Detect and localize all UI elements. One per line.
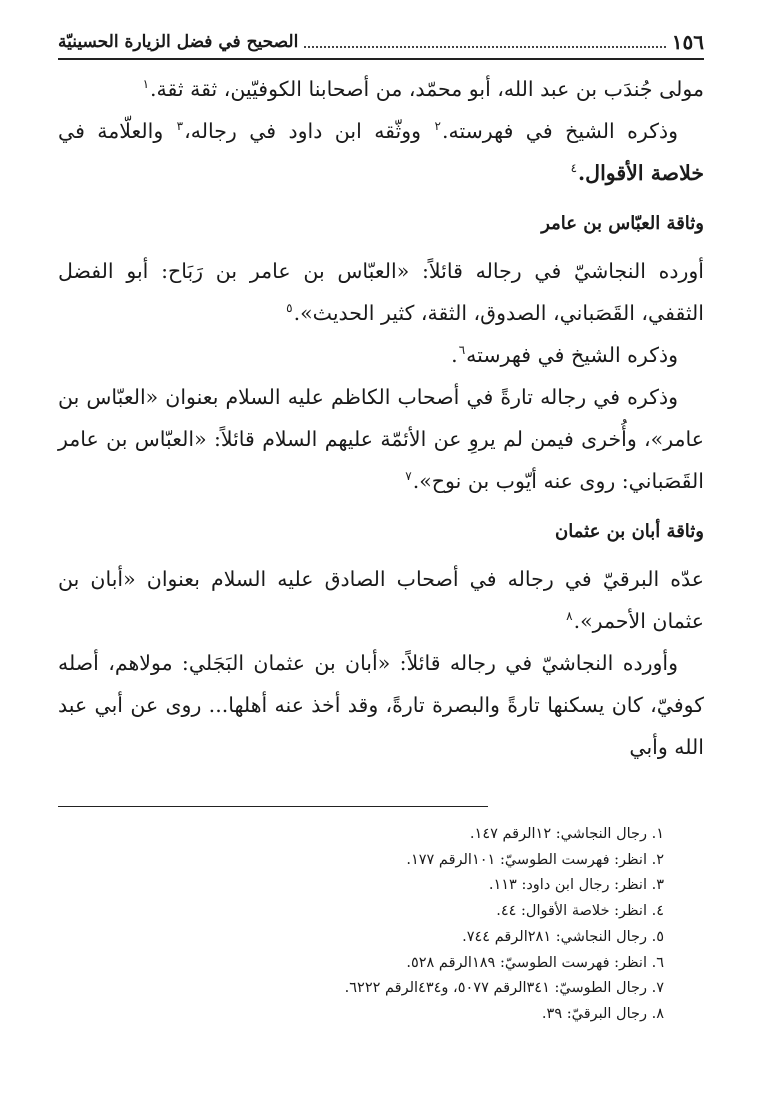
footnotes-list (58, 822, 704, 1028)
main-text (58, 68, 704, 768)
paragraph-1 (58, 68, 704, 110)
footnote-ref-7: ٧ (405, 469, 412, 484)
footnote-ref-1: ١ (142, 77, 150, 92)
footnote-ref-2: ٢ (434, 119, 441, 134)
footnote-1: ١. رجال النجاشي: ١٢الرقم ١٤٧. (469, 826, 664, 842)
paragraph-3 (58, 250, 704, 334)
section-heading-aban: وثاقة أبان بن عثمان (555, 521, 704, 542)
footnote-6: ٦. انظر: فهرست الطوسيّ: ١٨٩الرقم ٥٢٨. (406, 954, 664, 971)
section-heading-abbas: وثاقة العبّاس بن عامر (541, 213, 704, 234)
paragraph-4-end: . (451, 343, 458, 367)
paragraph-4-text: وذكره الشيخ في فهرسته (466, 343, 678, 367)
paragraph-7 (58, 642, 704, 768)
paragraph-7-text: وأورده النجاشيّ في رجاله قائلاً: «أبان بن عثمان البَجَلي: مولاهم، أصله كوفيّ، كان يسكنها تارةً والبصرة تارةً، وقد أخذ عنه أهلها... روى عن أبي عبد الله وأبي (58, 651, 704, 759)
footnote-ref-6: ٦ (458, 343, 466, 358)
footnote-ref-8: ٨ (566, 609, 573, 624)
footnote-ref-3: ٣ (176, 119, 184, 134)
book-title-khulasa: خلاصة الأقوال. (578, 161, 704, 185)
footnote-8: ٨. رجال البرقيّ: ٣٩. (541, 1005, 664, 1022)
paragraph-2-text-a: وذكره الشيخ في فهرسته. (441, 119, 678, 143)
paragraph-4 (58, 334, 704, 376)
paragraph-5-text: وذكره في رجاله تارةً في أصحاب الكاظم عليه السلام بعنوان «العبّاس بن عامر»، وأُخرى فيمن لم يروِ عن الأئمّة عليهم السلام قائلاً: «العبّاس بن عامر القَصَباني: روى عنه أيّوب بن نوح». (58, 385, 704, 493)
footnote-5: ٥. رجال النجاشي: ٢٨١الرقم ٧٤٤. (462, 928, 664, 945)
header-leader-dots (304, 46, 665, 48)
footnote-2: ٢. انظر: فهرست الطوسيّ: ١٠١الرقم ١٧٧. (406, 851, 664, 868)
page-header (58, 26, 704, 60)
paragraph-6-text: عدّه البرقيّ في رجاله في أصحاب الصادق عليه السلام بعنوان «أبان بن عثمان الأحمر». (58, 567, 704, 633)
paragraph-6 (58, 558, 704, 642)
paragraph-5 (58, 376, 704, 502)
footnote-4: ٤. انظر: خلاصة الأقوال: ٤٤. (496, 903, 664, 920)
footnote-7: ٧. رجال الطوسيّ: ٣٤١الرقم ٥٠٧٧، و٤٣٤الرقم ٦٢٢٢. (344, 980, 664, 997)
paragraph-2-text-b: ووثّقه ابن داود في رجاله، (184, 119, 434, 143)
paragraph-1-text: مولى جُندَب بن عبد الله، أبو محمّد، من أصحابنا الكوفيّين، ثقة ثقة. (150, 77, 704, 101)
paragraph-2-text-c: والعلّامة في (58, 119, 176, 143)
footnote-ref-4: ٤ (570, 161, 578, 176)
footnote-3: ٣. انظر: رجال ابن داود: ١١٣. (488, 877, 664, 894)
footnote-ref-5: ٥ (286, 301, 293, 316)
paragraph-3-text: أورده النجاشيّ في رجاله قائلاً: «العبّاس بن عامر بن رَبَاح: أبو الفضل الثقفي، القَصَباني، الصدوق، الثقة، كثير الحديث». (58, 259, 704, 325)
paragraph-2 (58, 110, 704, 194)
page-number: ١٥٦ (671, 30, 704, 54)
running-title: الصحيح في فضل الزيارة الحسينيّة (58, 32, 299, 52)
footnote-separator (58, 806, 488, 807)
